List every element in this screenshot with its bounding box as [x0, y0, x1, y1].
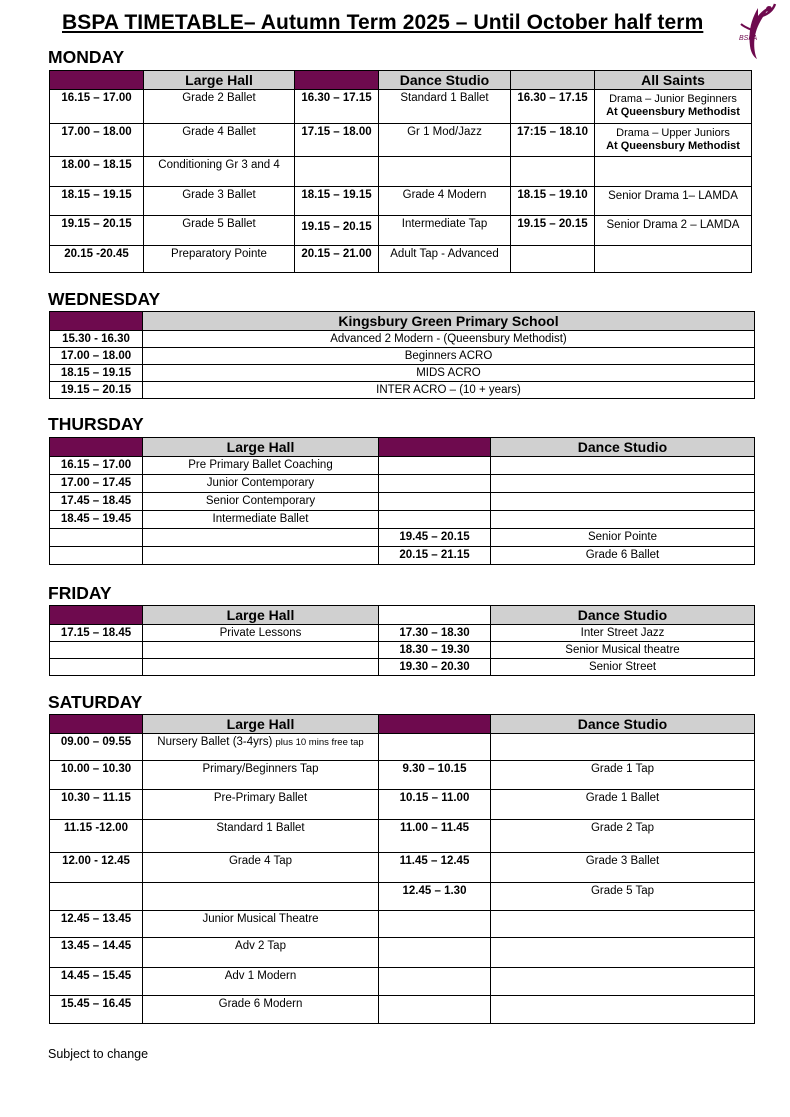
saturday-lh-time-cell: 10.30 – 11.15 [50, 790, 143, 820]
saturday-lh-class-cell: Junior Musical Theatre [143, 911, 379, 938]
monday-ds-class-cell: Grade 4 Modern [379, 187, 511, 216]
saturday-ds-time-cell: 11.00 – 11.45 [379, 820, 491, 853]
header-swatch [50, 438, 143, 457]
thursday-lh-class-cell: Senior Contemporary [143, 493, 379, 511]
monday-lh-class-cell: Grade 3 Ballet [144, 187, 295, 216]
monday-ds-time-cell: 17.15 – 18.00 [295, 124, 379, 157]
bspa-logo [738, 2, 778, 60]
header-swatch [50, 606, 143, 625]
saturday-lh-time-cell: 12.00 - 12.45 [50, 853, 143, 883]
friday-lh-class-cell [143, 642, 379, 659]
table-row [50, 331, 755, 348]
friday-table [49, 605, 755, 676]
header-dance-studio: Dance Studio [491, 606, 755, 625]
footnote: Subject to change [48, 1047, 149, 1061]
table-row [50, 911, 755, 938]
saturday-lh-time-cell: 09.00 – 09.55 [50, 734, 143, 761]
header-dance-studio: Dance Studio [491, 438, 755, 457]
wednesday-class-cell: Advanced 2 Modern - (Queensbury Methodist) [143, 331, 755, 348]
monday-as-class-cell [595, 124, 752, 157]
class-name: Senior Drama 1– LAMDA [608, 190, 738, 202]
friday-lh-class-cell: Private Lessons [143, 625, 379, 642]
thursday-lh-class-cell: Junior Contemporary [143, 475, 379, 493]
thursday-lh-time-cell: 17.00 – 17.45 [50, 475, 143, 493]
saturday-lh-class-cell: Grade 6 Modern [143, 996, 379, 1024]
monday-as-class-cell [595, 216, 752, 246]
header-large-hall: Large Hall [143, 438, 379, 457]
monday-as-class-cell [595, 187, 752, 216]
monday-lh-class-cell: Preparatory Pointe [144, 246, 295, 273]
wednesday-class-cell: MIDS ACRO [143, 365, 755, 382]
table-row [50, 734, 755, 761]
saturday-lh-time-cell: 12.45 – 13.45 [50, 911, 143, 938]
table-row [50, 348, 755, 365]
saturday-lh-class-cell: Grade 4 Tap [143, 853, 379, 883]
saturday-ds-time-cell [379, 938, 491, 968]
svg-text:BSPA: BSPA [739, 35, 758, 42]
monday-lh-time-cell: 20.15 -20.45 [50, 246, 144, 273]
saturday-lh-class-cell [143, 734, 379, 761]
wednesday-time-cell: 15.30 - 16.30 [50, 331, 143, 348]
header-large-hall: Large Hall [143, 715, 379, 734]
monday-lh-time-cell: 18.15 – 19.15 [50, 187, 144, 216]
thursday-ds-time-cell [379, 457, 491, 475]
class-name: Drama – Upper Juniors [616, 127, 730, 139]
saturday-ds-class-cell [491, 938, 755, 968]
table-row [50, 216, 752, 246]
thursday-ds-time-cell [379, 493, 491, 511]
monday-as-time-cell: 17:15 – 18.10 [511, 124, 595, 157]
saturday-lh-time-cell: 11.15 -12.00 [50, 820, 143, 853]
thursday-ds-time-cell: 19.45 – 20.15 [379, 529, 491, 547]
table-row [50, 642, 755, 659]
monday-ds-class-cell: Standard 1 Ballet [379, 90, 511, 124]
wednesday-time-cell: 19.15 – 20.15 [50, 382, 143, 399]
thursday-ds-time-cell: 20.15 – 21.15 [379, 547, 491, 565]
friday-lh-time-cell [50, 659, 143, 676]
saturday-ds-class-cell: Grade 3 Ballet [491, 853, 755, 883]
wednesday-class-cell: Beginners ACRO [143, 348, 755, 365]
table-row [50, 157, 752, 187]
header-large-hall: Large Hall [144, 71, 295, 90]
friday-ds-time-cell: 19.30 – 20.30 [379, 659, 491, 676]
table-row [50, 625, 755, 642]
table-row [50, 883, 755, 911]
saturday-lh-class-cell [143, 883, 379, 911]
monday-ds-time-cell: 20.15 – 21.00 [295, 246, 379, 273]
saturday-lh-time-cell [50, 883, 143, 911]
monday-lh-class-cell: Grade 5 Ballet [144, 216, 295, 246]
thursday-ds-time-cell [379, 475, 491, 493]
monday-ds-class-cell: Adult Tap - Advanced [379, 246, 511, 273]
thursday-table [49, 437, 755, 565]
thursday-ds-class-cell: Senior Pointe [491, 529, 755, 547]
venue-note: At Queensbury Methodist [606, 106, 740, 118]
thursday-ds-class-cell [491, 457, 755, 475]
monday-ds-class-cell [379, 157, 511, 187]
saturday-lh-time-cell: 14.45 – 15.45 [50, 968, 143, 996]
table-row [50, 475, 755, 493]
header-dance-studio: Dance Studio [379, 71, 511, 90]
header-swatch [50, 715, 143, 734]
friday-ds-class-cell: Inter Street Jazz [491, 625, 755, 642]
table-row [50, 761, 755, 790]
monday-as-time-cell: 16.30 – 17.15 [511, 90, 595, 124]
thursday-lh-time-cell: 17.45 – 18.45 [50, 493, 143, 511]
saturday-ds-time-cell [379, 968, 491, 996]
saturday-ds-time-cell: 10.15 – 11.00 [379, 790, 491, 820]
table-row [50, 382, 755, 399]
table-row [50, 996, 755, 1024]
thursday-ds-class-cell [491, 475, 755, 493]
monday-lh-time-cell: 18.00 – 18.15 [50, 157, 144, 187]
saturday-ds-time-cell [379, 996, 491, 1024]
friday-ds-class-cell: Senior Musical theatre [491, 642, 755, 659]
saturday-ds-time-cell [379, 911, 491, 938]
thursday-ds-class-cell [491, 493, 755, 511]
monday-ds-class-cell: Intermediate Tap [379, 216, 511, 246]
saturday-ds-class-cell: Grade 1 Ballet [491, 790, 755, 820]
saturday-lh-time-cell: 13.45 – 14.45 [50, 938, 143, 968]
saturday-ds-class-cell: Grade 5 Tap [491, 883, 755, 911]
monday-ds-time-cell: 18.15 – 19.15 [295, 187, 379, 216]
saturday-ds-class-cell: Grade 2 Tap [491, 820, 755, 853]
venue-note: At Queensbury Methodist [606, 140, 740, 152]
thursday-lh-class-cell [143, 529, 379, 547]
table-row [50, 820, 755, 853]
saturday-ds-time-cell: 11.45 – 12.45 [379, 853, 491, 883]
monday-table [49, 70, 752, 273]
thursday-ds-class-cell [491, 511, 755, 529]
monday-lh-time-cell: 19.15 – 20.15 [50, 216, 144, 246]
thursday-lh-time-cell: 16.15 – 17.00 [50, 457, 143, 475]
monday-as-class-cell [595, 157, 752, 187]
monday-as-class-cell [595, 246, 752, 273]
saturday-lh-class-cell: Adv 2 Tap [143, 938, 379, 968]
monday-lh-class-cell: Grade 2 Ballet [144, 90, 295, 124]
friday-lh-time-cell: 17.15 – 18.45 [50, 625, 143, 642]
saturday-lh-time-cell: 10.00 – 10.30 [50, 761, 143, 790]
wednesday-table [49, 311, 755, 399]
monday-ds-time-cell: 19.15 – 20.15 [295, 216, 379, 246]
monday-as-class-cell [595, 90, 752, 124]
saturday-lh-class-cell: Adv 1 Modern [143, 968, 379, 996]
saturday-lh-time-cell: 15.45 – 16.45 [50, 996, 143, 1024]
thursday-ds-class-cell: Grade 6 Ballet [491, 547, 755, 565]
table-row [50, 968, 755, 996]
class-name: Senior Drama 2 – LAMDA [606, 219, 740, 231]
monday-ds-class-cell: Gr 1 Mod/Jazz [379, 124, 511, 157]
friday-heading: FRIDAY [48, 583, 112, 603]
friday-ds-time-cell: 18.30 – 19.30 [379, 642, 491, 659]
monday-as-time-cell: 19.15 – 20.15 [511, 216, 595, 246]
saturday-lh-class-cell: Primary/Beginners Tap [143, 761, 379, 790]
thursday-heading: THURSDAY [48, 414, 144, 434]
saturday-table [49, 714, 755, 1024]
thursday-lh-class-cell: Pre Primary Ballet Coaching [143, 457, 379, 475]
table-row [50, 187, 752, 216]
friday-ds-time-cell: 17.30 – 18.30 [379, 625, 491, 642]
header-all-saints: All Saints [595, 71, 752, 90]
header-swatch [50, 71, 144, 90]
table-row [50, 246, 752, 273]
table-row [50, 529, 755, 547]
saturday-ds-class-cell [491, 734, 755, 761]
header-blank [379, 606, 491, 625]
monday-lh-class-cell: Grade 4 Ballet [144, 124, 295, 157]
table-row [50, 659, 755, 676]
saturday-ds-class-cell [491, 996, 755, 1024]
header-swatch [379, 715, 491, 734]
thursday-lh-time-cell [50, 529, 143, 547]
table-row [50, 493, 755, 511]
saturday-lh-class-cell: Standard 1 Ballet [143, 820, 379, 853]
header-dance-studio: Dance Studio [491, 715, 755, 734]
monday-ds-time-cell [295, 157, 379, 187]
thursday-lh-time-cell: 18.45 – 19.45 [50, 511, 143, 529]
wednesday-time-cell: 18.15 – 19.15 [50, 365, 143, 382]
table-row [50, 790, 755, 820]
saturday-ds-time-cell: 12.45 – 1.30 [379, 883, 491, 911]
monday-ds-time-cell: 16.30 – 17.15 [295, 90, 379, 124]
friday-ds-class-cell: Senior Street [491, 659, 755, 676]
friday-lh-time-cell [50, 642, 143, 659]
wednesday-class-cell: INTER ACRO – (10 + years) [143, 382, 755, 399]
thursday-ds-time-cell [379, 511, 491, 529]
friday-lh-class-cell [143, 659, 379, 676]
header-swatch [379, 438, 491, 457]
wednesday-heading: WEDNESDAY [48, 289, 161, 309]
monday-heading: MONDAY [48, 47, 125, 67]
thursday-lh-time-cell [50, 547, 143, 565]
saturday-heading: SATURDAY [48, 692, 143, 712]
saturday-ds-class-cell [491, 911, 755, 938]
table-row [50, 90, 752, 124]
saturday-ds-class-cell [491, 968, 755, 996]
table-row [50, 938, 755, 968]
saturday-lh-class-cell: Pre-Primary Ballet [143, 790, 379, 820]
header-swatch [295, 71, 379, 90]
table-row [50, 511, 755, 529]
saturday-ds-class-cell: Grade 1 Tap [491, 761, 755, 790]
table-row [50, 457, 755, 475]
saturday-ds-time-cell: 9.30 – 10.15 [379, 761, 491, 790]
thursday-lh-class-cell [143, 547, 379, 565]
saturday-ds-time-cell [379, 734, 491, 761]
monday-lh-time-cell: 16.15 – 17.00 [50, 90, 144, 124]
thursday-lh-class-cell: Intermediate Ballet [143, 511, 379, 529]
header-swatch [50, 312, 143, 331]
page-title: BSPA TIMETABLE– Autumn Term 2025 – Until October half term [62, 11, 704, 34]
header-blank [511, 71, 595, 90]
table-row [50, 853, 755, 883]
monday-as-time-cell [511, 246, 595, 273]
class-note: plus 10 mins free tap [275, 737, 364, 748]
table-row [50, 124, 752, 157]
table-row [50, 547, 755, 565]
class-name: Drama – Junior Beginners [609, 93, 737, 105]
monday-lh-class-cell: Conditioning Gr 3 and 4 [144, 157, 295, 187]
class-name: Nursery Ballet (3-4yrs) [157, 736, 273, 748]
monday-lh-time-cell: 17.00 – 18.00 [50, 124, 144, 157]
wednesday-time-cell: 17.00 – 18.00 [50, 348, 143, 365]
header-large-hall: Large Hall [143, 606, 379, 625]
monday-as-time-cell: 18.15 – 19.10 [511, 187, 595, 216]
table-row [50, 365, 755, 382]
monday-as-time-cell [511, 157, 595, 187]
header-venue: Kingsbury Green Primary School [143, 312, 755, 331]
